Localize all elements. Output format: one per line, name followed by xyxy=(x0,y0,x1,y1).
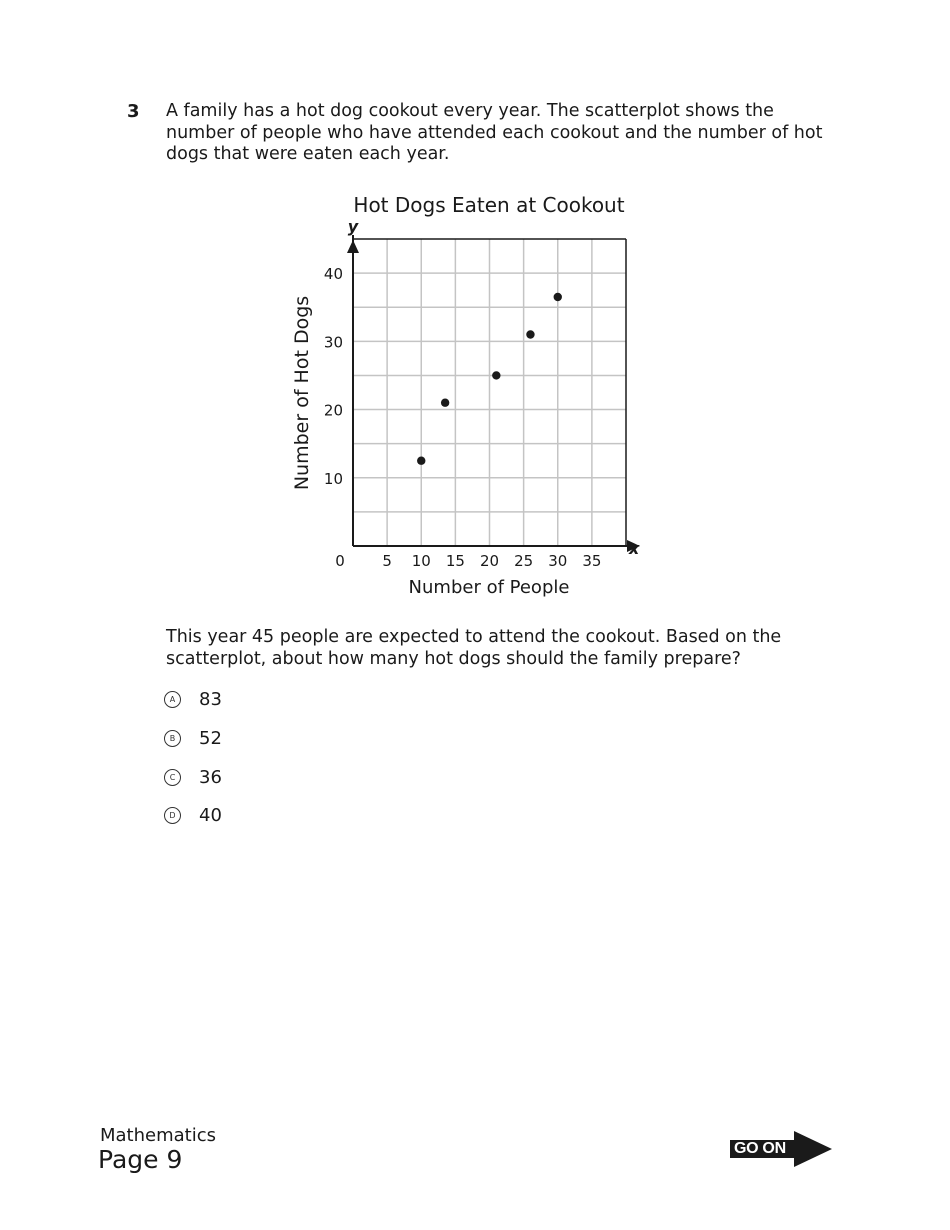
chart-axes xyxy=(347,235,640,552)
x-tick-label: 15 xyxy=(445,552,465,570)
answer-bubble-a[interactable]: A xyxy=(164,691,181,708)
data-point xyxy=(492,371,500,379)
y-tick-label: 30 xyxy=(323,333,343,352)
x-axis-letter: x xyxy=(628,539,640,558)
x-tick-label: 30 xyxy=(548,552,568,570)
x-tick-label: 35 xyxy=(582,552,602,570)
x-tick-label: 20 xyxy=(479,552,500,570)
option-b-text: 52 xyxy=(199,727,222,749)
y-tick-label: 40 xyxy=(323,265,343,284)
origin-label: 0 xyxy=(335,552,345,570)
arrow-right-icon xyxy=(794,1131,832,1167)
data-point xyxy=(417,457,425,465)
x-tick-label: 5 xyxy=(382,552,392,570)
y-axis-letter: y xyxy=(347,217,359,236)
option-c-text: 36 xyxy=(199,766,222,788)
x-tick-label: 25 xyxy=(514,552,534,570)
y-axis-arrow-icon xyxy=(347,240,359,253)
answer-bubble-b[interactable]: B xyxy=(164,730,181,747)
option-d[interactable] xyxy=(164,804,222,826)
question-stem: A family has a hot dog cookout every year. The scatterplot shows the number of people who have attended each cookout and the number of hot dogs that were eaten each year. xyxy=(166,101,823,164)
go-on-button[interactable] xyxy=(730,1131,832,1167)
y-axis-label: Number of Hot Dogs xyxy=(291,295,313,491)
option-a-text: 83 xyxy=(199,688,222,710)
footer-subject: Mathematics xyxy=(100,1125,216,1146)
footer-page-number: Page 9 xyxy=(98,1145,183,1174)
option-b[interactable] xyxy=(164,727,222,749)
answer-bubble-d[interactable]: D xyxy=(164,807,181,824)
chart-ticks xyxy=(324,265,602,570)
option-c[interactable] xyxy=(164,766,222,788)
data-point xyxy=(554,293,562,301)
chart-title: Hot Dogs Eaten at Cookout xyxy=(353,193,625,217)
x-axis-label: Number of People xyxy=(408,577,570,598)
option-a[interactable] xyxy=(164,688,222,710)
question-number: 3 xyxy=(127,101,140,122)
question-prompt: This year 45 people are expected to attend the cookout. Based on the scatterplot, about how many hot dogs should the family prepare? xyxy=(166,627,782,669)
answer-bubble-c[interactable]: C xyxy=(164,769,181,786)
data-point xyxy=(441,399,449,407)
y-tick-label: 10 xyxy=(323,469,343,488)
option-d-text: 40 xyxy=(199,804,222,826)
y-tick-label: 20 xyxy=(323,401,343,420)
data-point xyxy=(526,330,534,338)
chart-grid xyxy=(353,239,626,546)
x-tick-label: 10 xyxy=(411,552,431,570)
go-on-label: GO ON xyxy=(734,1140,786,1157)
